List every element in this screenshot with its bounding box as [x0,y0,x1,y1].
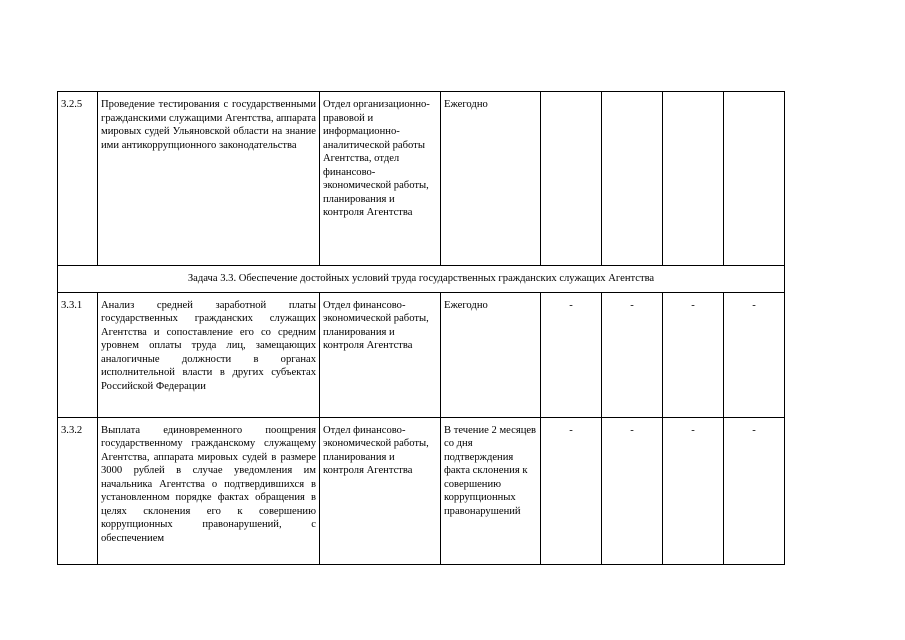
row-number: 3.2.5 [58,92,98,266]
measures-table [57,91,785,565]
activity-cell: Проведение тестирования с государственными гражданскими служащими Агентства, аппарата мировых судей Ульяновской области на знание ими антикоррупционного законодательства [98,92,320,266]
funding-cell: - [602,292,663,417]
task-heading-row [58,266,785,293]
task-heading: Задача 3.3. Обеспечение достойных условий труда государственных гражданских служащих Агентства [58,266,785,293]
funding-cell: - [663,292,724,417]
activity-cell: Выплата единовременного поощрения государственному гражданскому служащему Агентства, аппарата мировых судей в размере 3000 рублей в случае уведомления им начальника Агентства о подтвердившихся в установленном порядке фактах обращения в целях склонения его к совершению коррупционных правонарушений, с обеспечением [98,417,320,564]
funding-cell: - [724,417,785,564]
responsible-cell: Отдел финансово-экономической работы, планирования и контроля Агентства [320,292,441,417]
funding-cell [602,92,663,266]
funding-cell: - [541,417,602,564]
funding-cell [724,92,785,266]
row-number: 3.3.1 [58,292,98,417]
responsible-cell: Отдел организационно-правовой и информационно-аналитической работы Агентства, отдел финансово-экономической работы, планирования и контроля Агентства [320,92,441,266]
row-number: 3.3.2 [58,417,98,564]
funding-cell: - [602,417,663,564]
table-row [58,92,785,266]
funding-cell: - [724,292,785,417]
term-cell: Ежегодно [441,292,541,417]
funding-cell [663,92,724,266]
term-cell: Ежегодно [441,92,541,266]
activity-cell: Анализ средней заработной платы государственных гражданских служащих Агентства и сопоставление его со средним уровнем оплаты труда лиц, замещающих аналогичные должности в органах исполнительной власти в других субъектах Российской Федерации [98,292,320,417]
responsible-cell: Отдел финансово-экономической работы, планирования и контроля Агентства [320,417,441,564]
table-row [58,417,785,564]
term-cell: В течение 2 месяцев со дня подтверждения факта склонения к совершению коррупционных правонарушений [441,417,541,564]
funding-cell: - [541,292,602,417]
funding-cell: - [663,417,724,564]
funding-cell [541,92,602,266]
table-row [58,292,785,417]
